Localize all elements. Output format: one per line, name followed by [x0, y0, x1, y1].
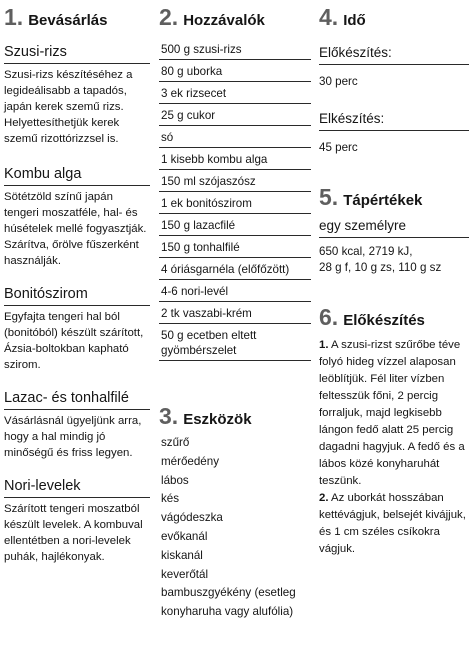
- ingredient-item: 4-6 nori-levél: [159, 280, 311, 302]
- ingredient-item: 1 ek bonitószirom: [159, 192, 311, 214]
- step-text: Az uborkát hosszában kettévágjuk, belsejét kivájjuk, és 1 cm széles csíkokra vágjuk.: [319, 492, 466, 555]
- item-title: Lazac- és tonhalfilé: [4, 389, 150, 410]
- tool-item: bambuszgyékény (esetleg konyharuha vagy alufólia): [161, 586, 296, 619]
- tool-item: vágódeszka: [161, 511, 223, 525]
- shop-item-kombu: [4, 165, 150, 269]
- ingredients-column: [159, 0, 311, 622]
- prep-time-value: 30 perc: [319, 75, 358, 88]
- step-number: 1.: [319, 339, 329, 351]
- item-desc: Sötétzöld színű japán tengeri moszatféle, hal- és húsételek mellé fogyasztják. Szárítva, őrölve fűszerként használják.: [4, 191, 147, 267]
- ingredient-item: 2 tk vaszabi-krém: [159, 302, 311, 324]
- ingredient-item: 50 g ecetben eltett gyömbérszelet: [159, 324, 311, 361]
- item-desc: Szárított tengeri moszatból készült levelek. A kombuval ellentétben a nori-levelek puhák, hajlékonyak.: [4, 503, 143, 563]
- tool-item: kiskanál: [161, 548, 203, 562]
- item-desc: Vásárlásnál ügyeljünk arra, hogy a hal mindig jó minőségű és friss legyen.: [4, 415, 142, 459]
- tool-item: kés: [161, 492, 180, 506]
- ingredient-item: 1 kisebb kombu alga: [159, 148, 311, 170]
- shop-item-fish: [4, 389, 150, 461]
- ingredient-item: só: [159, 126, 311, 148]
- section-title: Előkészítés: [343, 312, 425, 329]
- ingredient-item: 150 g tonhalfilé: [159, 236, 311, 258]
- section-number: 6.: [319, 304, 339, 330]
- tool-item: szűrő: [161, 436, 190, 449]
- ingredient-item: 80 g uborka: [159, 60, 311, 82]
- tools-heading: [159, 405, 311, 428]
- time-heading: [319, 6, 469, 29]
- steps-heading: [319, 306, 469, 329]
- section-number: 4.: [319, 4, 339, 30]
- section-title: Eszközök: [183, 411, 252, 428]
- tool-list: [159, 434, 311, 622]
- shop-item-nori: [4, 477, 150, 565]
- section-title: Hozzávalók: [183, 12, 265, 29]
- shopping-heading: [4, 6, 150, 29]
- shop-item-rice: [4, 43, 150, 147]
- step-1: [319, 337, 469, 490]
- item-title: Bonitószirom: [4, 285, 150, 306]
- section-title: Idő: [343, 12, 366, 29]
- shop-item-bonito: [4, 285, 150, 373]
- ingredient-item: 4 óriásgarnéla (előfőzött): [159, 258, 311, 280]
- tool-item: keverőtál: [161, 567, 209, 581]
- ingredient-item: 25 g cukor: [159, 104, 311, 126]
- nutrition-subtitle: egy személyre: [319, 217, 469, 238]
- item-title: Nori-levelek: [4, 477, 150, 498]
- prep-time-label: Előkészítés:: [319, 44, 469, 65]
- cook-time-value: 45 perc: [319, 141, 358, 154]
- step-text: A szusi-rizst szűrőbe téve folyó hideg vízzel alaposan leöblítjük. Fél liter vízben feltesszük főni, 2 percig forraljuk, majd legkisebb lángon fedő alatt 25 percig dagadni hagyjuk. A fedő és a lábos közé konyharuhát teszünk.: [319, 339, 465, 487]
- cook-time-label: Elkészítés:: [319, 110, 469, 131]
- info-column: [319, 0, 469, 558]
- ingredient-list: [159, 38, 311, 361]
- item-desc: Egyfajta tengeri hal ból (bonitóból) készült szárított, Ázsia-boltokban kapható szirom.: [4, 311, 144, 371]
- ingredients-heading: [159, 6, 311, 29]
- ingredient-item: 3 ek rizsecet: [159, 82, 311, 104]
- section-title: Tápértékek: [343, 192, 423, 209]
- nutrition-heading: [319, 186, 469, 209]
- section-number: 2.: [159, 4, 179, 30]
- step-number: 2.: [319, 492, 329, 504]
- item-title: Szusi-rizs: [4, 43, 150, 64]
- section-number: 1.: [4, 4, 24, 30]
- ingredient-item: 150 g lazacfilé: [159, 214, 311, 236]
- nutrition-macros: 28 g f, 10 g zs, 110 g sz: [319, 261, 442, 274]
- tool-item: lábos: [161, 473, 189, 487]
- ingredient-item: 150 ml szójaszósz: [159, 170, 311, 192]
- item-title: Kombu alga: [4, 165, 150, 186]
- section-number: 3.: [159, 403, 179, 429]
- nutrition-energy: 650 kcal, 2719 kJ,: [319, 245, 413, 258]
- step-2: [319, 490, 469, 558]
- tool-item: mérőedény: [161, 454, 220, 468]
- section-number: 5.: [319, 184, 339, 210]
- section-title: Bevásárlás: [28, 12, 108, 29]
- item-desc: Szusi-rizs készítéséhez a legideálisabb a tapadós, japán kerek szemű rizs. Helyettesíthetjük kerek szemű rizottórizzsel is.: [4, 69, 133, 145]
- tool-item: evőkanál: [161, 529, 208, 543]
- ingredient-item: 500 g szusi-rizs: [159, 38, 311, 60]
- shopping-column: [4, 0, 150, 577]
